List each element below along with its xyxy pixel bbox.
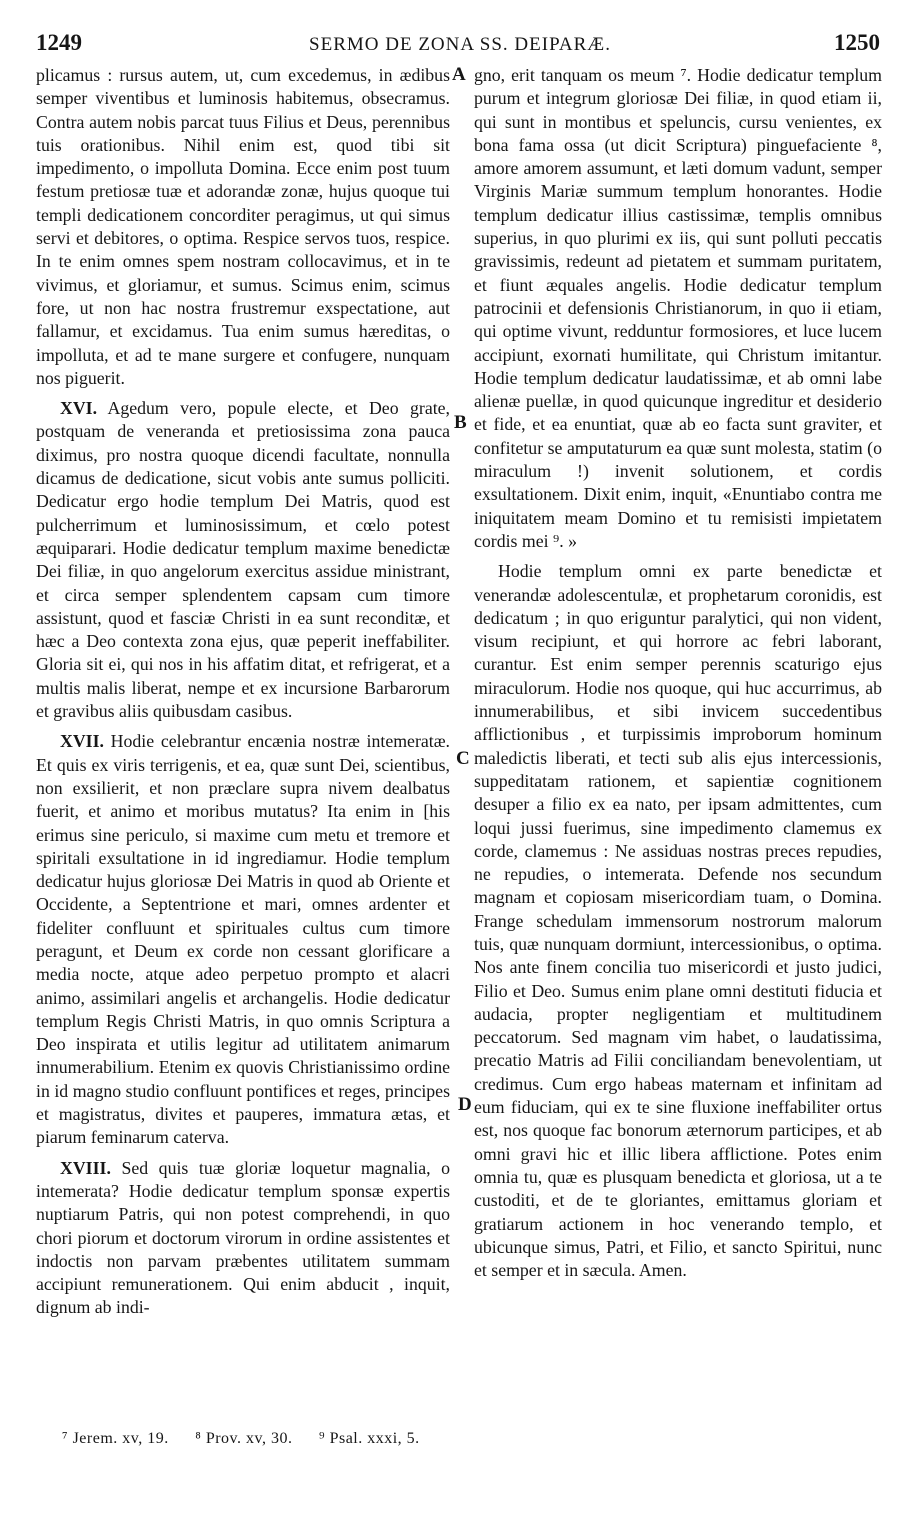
paragraph: Hodie templum omni ex parte benedictæ et venerandæ adolescentulæ, et prophetarum coronidis, est dedicatum ; in quo eriguntur paralytici, qui non vident, visum recipiunt, et qui horrore ac febri laborant, curantur. Est enim semper perennis scaturigo ejus miraculorum. Hodie nos quoque, qui huc accurrimus, ab innumerabilibus, et sibi invicem succedentibus afflictionibus , et turpissimis improborum hominum maledictis liberati, et tecti sub alis ejus intercessionis, suppeditatam rationem, et sapientiæ cognitionem desuper a filio ex ea nato, per ipsam admittentes, cum loqui jussi fuerimus, sine impedimento clamemus ex corde, clamemus : Ne assiduas nostras preces repudies, ne repudies, o intemerata. Defende nos secundum magnam et copiosam misericordiam tuam, o Domina. Frange schedulam immensorum nostrorum malorum tuis, quæ nunquam dormiunt, intercessionibus, o optima. Nos ante finem concilia tuo misericordi et justo judici, Filio et Deo. Sumus enim plane omni destituti fiducia et audacia, propter negligentiam et multitudinem peccatorum. Sed magnam vim habet, o laudatissima, precatio Matris ad Filii conciliandam benevolentiam, ut credimus. Cum ergo habeas maternam et infinitam ad eum fiduciam, qui ex te sine fluxione ineffabiliter ortus est, nos quoque fac bonorum æternorum participes, et ab omni gravi hic et illic libera afflictione. Potes enim omnia tu, quæ es plusquam benedicta et gloriosa, ut a te custoditi, et de te gloriantes, emittamus gloriam et gratiarum actionem in hoc venerando templo, et ubicunque simus, Patri, et Filio, et sancto Spiritui, nunc et semper et in sæcula. Amen.	[474, 561, 882, 1281]
paragraph-text: Hodie celebrantur encænia nostræ intemeratæ. Et quis ex viris terrigenis, et ea, quæ sunt Dei, scientibus, non exsilierit, et non præclare supra nivem dealbatus fuerit, et animo et moribus mutatus? Ita enim in [his erimus sine periculo, si maxime cum metu et tremore et spiritali exsultatione in id ingrediamur. Hodie templum dedicatur hujus gloriosæ Dei Matris in quod ab Oriente et Occidente, a Septentrione et mari, omnes ardenter et fideliter confluunt et spirituales cultus cum timore peragunt, et Deum ex corde non cessant glorificare a media nocte, atque adeo perpetuo prompto et alacri animo, assimilari angelis et archangelis. Hodie dedicatur templum Regis Christi Matris, in quo omnis Scriptura a Deo inspirata et utilis legitur ad utilitatem animarum innumerabilium. Etenim ex quovis Christianissimo ordine in id magno studio confluunt pontifices et reges, principes et magistratus, divites et pauperes, immatura ætas, et piarum feminarum caterva.	[36, 731, 450, 1148]
margin-letter-b: B	[454, 412, 467, 433]
section-number: XVIII.	[60, 1157, 111, 1178]
footnote-8: ⁸ Prov. xv, 30.	[195, 1430, 293, 1447]
section-number: XVI.	[60, 398, 98, 419]
right-column	[474, 64, 882, 1282]
page-number-left: 1249	[36, 30, 82, 55]
section-number: XVII.	[60, 731, 104, 752]
footnote-9: ⁹ Psal. xxxi, 5.	[318, 1430, 420, 1447]
running-title: SERMO DE ZONA SS. DEIPARÆ.	[309, 34, 611, 55]
paragraph-text: Agedum vero, popule electe, et Deo grate, postquam de veneranda et pretiosissima zona pauca diximus, pro nostra quoque dicendi facultate, nonnulla dicamus de dedicatione, sicut vobis ante sumus polliciti. Dedicatur ergo hodie templum Dei Matris, quod est pulcherrimum et luminosissimum, et cœlo potest æquiparari. Hodie dedicatur templum maxime benedictæ Dei filiæ, in quo angelorum exercitus assidue ministrant, et circa semper splendentem capsam cum timore assistunt, quod et fasciæ Christi in ea sunt reconditæ, et hæc a Deo contexta zona ejus, quæ peperit ineffabiliter. Gloria sit ei, qui nos in his affatim ditat, et refrigerat, et a multis malis liberat, nempe et ex incursione Barbarorum et gravibus aliis quibusdam casibus.	[36, 398, 450, 722]
left-column	[36, 64, 450, 1320]
margin-letter-a: A	[452, 64, 466, 85]
page-number-right: 1250	[834, 30, 880, 55]
paragraph-xviii	[36, 1157, 450, 1320]
running-header	[0, 30, 920, 64]
margin-letter-d: D	[458, 1094, 472, 1115]
footnotes	[62, 1430, 442, 1448]
paragraph-xvii	[36, 730, 450, 1149]
paragraph: gno, erit tanquam os meum ⁷. Hodie dedicatur templum purum et integrum gloriosæ Dei filiæ, in quod etiam ii, qui sunt in montibus et speluncis, cursu venientes, ex bona fama ossa (ut dicit Scriptura) pinguefaciente ⁸, amore amorem assumunt, et læti domum vadunt, semper Virginis Mariæ summum templum honorantes. Hodie templum dedicatur illius castissimæ, templis omnibus superius, in quo plurimi ex iis, qui sunt polluti peccatis gravissimis, redeunt ad pietatem et summam puritatem, et fiunt æquales angelis. Hodie dedicatur templum patrocinii et defensionis Christianorum, in quo ii etiam, qui optime vivunt, redduntur formosiores, et luce lucem accipiunt, exornati humilitate, qui Christum imitantur. Hodie templum dedicatur laudatissimæ, et ab omni labe alienæ puellæ, in quod quicunque ingreditur et desiderio et fide, et ea enuntiat, quæ ab eo facta sunt graviter, et confitetur se amputaturum ea quæ sunt molesta, statim (o miraculum !) invenit solutionem, et cordis exsultationem. Dixit enim, inquit, «Enuntiabo contra me iniquitatem meam Domino et tu remisisti impietatem cordis mei ⁹. »	[474, 65, 882, 551]
paragraph-xvi	[36, 397, 450, 723]
paragraph-text: Sed quis tuæ gloriæ loquetur magnalia, o intemerata? Hodie dedicatur templum sponsæ expertis nuptiarum Patris, qui non potest comprehendi, in quo chori piorum et doctorum virorum in ordine assistentes et indoctis non parvam præbentes utilitatem summam accipiunt remunerationem. Qui enim abducit , inquit, dignum ab indi-	[36, 1157, 450, 1318]
footnote-7: ⁷ Jerem. xv, 19.	[62, 1430, 169, 1447]
margin-letter-c: C	[456, 748, 470, 769]
paragraph: plicamus : rursus autem, ut, cum excedemus, in ædibus semper viventibus et luminosis habitemus, obsecramus. Contra autem nobis parcat tuus Filius et Deus, perennibus tuis orationibus. Nihil enim est, quod tibi sit impedimento, o impolluta Domina. Ecce enim post tuum festum pretiosæ tuæ et adorandæ zonæ, hujus quoque tui templi dedicationem concorditer peragimus, ut qui simus servi et debitores, o optima. Respice servos tuos, respice. In te enim omnes spem nostram collocavimus, et in te vivimus, et gloriamur, et sumus. Scimus enim, scimus fore, ut non hac nostra frustremur exspectatione, aut fallamur, et excidamus. Tua enim sumus hæreditas, o impolluta, et ad te mane surgere et confugere, nunquam nos piguerit.	[36, 65, 450, 388]
